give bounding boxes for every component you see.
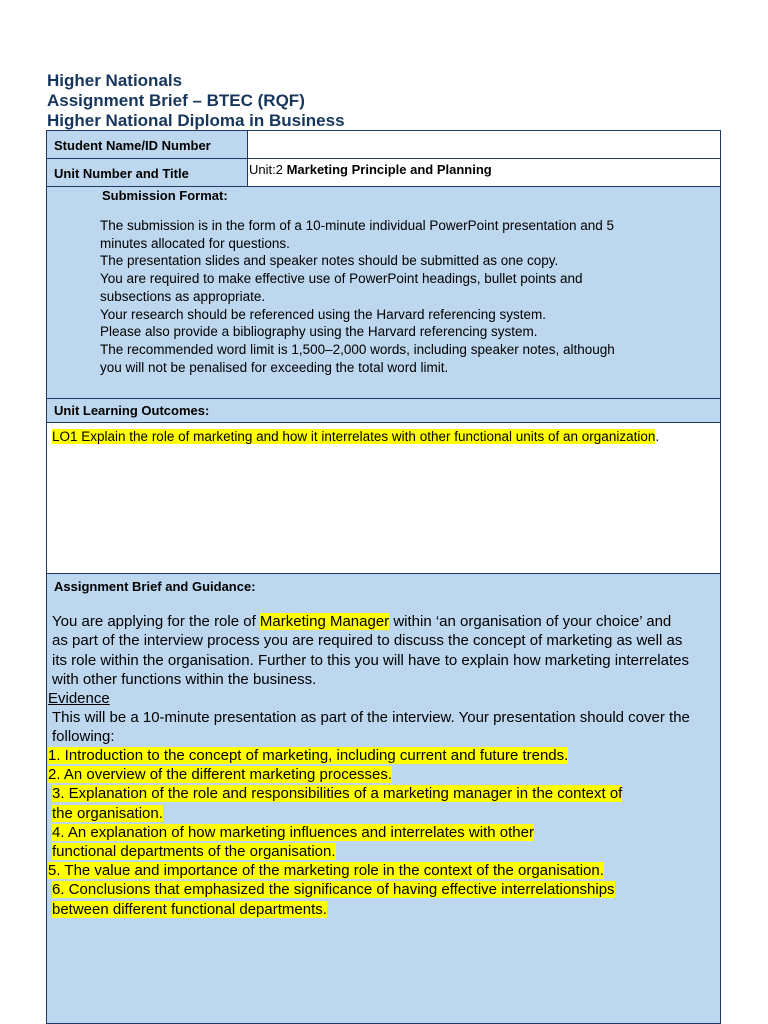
submission-line: The presentation slides and speaker notes should be submitted as one copy.: [100, 253, 559, 269]
guidance-p1-after: within ‘an organisation of your choice’ and: [389, 613, 672, 630]
unit-title: Marketing Principle and Planning: [286, 162, 492, 177]
outcomes-title: Unit Learning Outcomes:: [54, 403, 210, 418]
submission-line: You are required to make effective use of PowerPoint headings, bullet points and: [100, 271, 583, 287]
list-item: functional departments of the organisation.: [52, 843, 336, 861]
guidance-line: with other functions within the business.: [52, 671, 317, 689]
submission-line: subsections as appropriate.: [100, 288, 266, 304]
evidence-line: following:: [52, 728, 115, 746]
submission-title: Submission Format:: [102, 188, 228, 203]
unit-value: [249, 159, 720, 186]
lo1-end: .: [655, 429, 660, 444]
lo1-text: [52, 429, 659, 444]
outcomes-header: [47, 399, 720, 423]
evidence-label: Evidence: [48, 690, 110, 707]
list-item: between different functional departments.: [52, 900, 327, 918]
submission-line: Your research should be referenced using the Harvard referencing system.: [100, 306, 546, 322]
guidance-p1-before: You are applying for the role of: [52, 613, 260, 630]
guidance-section: [47, 574, 720, 1023]
submission-text: [100, 217, 615, 376]
guidance-line: its role within the organisation. Further to this you will have to explain how marketing interrelates: [52, 651, 689, 669]
student-name-field[interactable]: [249, 131, 720, 158]
guidance-text: [52, 612, 689, 690]
header-line-2: Assignment Brief – BTEC (RQF): [47, 91, 305, 110]
list-item: 4. An explanation of how marketing influences and interrelates with other: [52, 823, 534, 841]
header-line-3: Higher National Diploma in Business: [47, 111, 345, 130]
document-header: [47, 71, 345, 131]
guidance-title: Assignment Brief and Guidance:: [54, 579, 256, 594]
list-item: 2. An overview of the different marketing processes.: [48, 766, 393, 784]
submission-line: The recommended word limit is 1,500–2,000 words, including speaker notes, although: [100, 341, 615, 357]
submission-line: minutes allocated for questions.: [100, 235, 290, 251]
student-label: Student Name/ID Number: [47, 131, 248, 158]
list-item: the organisation.: [52, 804, 163, 822]
guidance-line: as part of the interview process you are required to discuss the concept of marketing as well as: [52, 632, 683, 650]
list-item: 3. Explanation of the role and responsibilities of a marketing manager in the context of: [52, 785, 623, 803]
unit-label: Unit Number and Title: [47, 159, 248, 186]
list-item: 5. The value and importance of the marketing role in the context of the organisation.: [48, 862, 604, 880]
evidence-list: [48, 746, 622, 919]
lo1-highlight: LO1 Explain the role of marketing and how it interrelates with other functional units of an organization: [52, 429, 656, 444]
list-item: 1. Introduction to the concept of marketing, including current and future trends.: [48, 747, 569, 764]
submission-line: you will not be penalised for exceeding the total word limit.: [100, 359, 449, 375]
list-item: 6. Conclusions that emphasized the significance of having effective interrelationships: [52, 881, 615, 899]
outcomes-section: [47, 423, 720, 574]
marketing-manager-highlight: Marketing Manager: [259, 613, 390, 630]
submission-line: The submission is in the form of a 10-minute individual PowerPoint presentation and 5: [100, 218, 615, 233]
evidence-line: This will be a 10-minute presentation as part of the interview. Your presentation should cover the: [52, 709, 690, 726]
submission-section: [47, 187, 720, 399]
student-row: [47, 131, 720, 159]
unit-row: [47, 159, 720, 187]
submission-line: Please also provide a bibliography using the Harvard referencing system.: [100, 324, 538, 340]
assignment-table: [46, 130, 721, 1024]
unit-prefix: Unit:2: [249, 162, 283, 177]
header-line-1: Higher Nationals: [47, 71, 183, 90]
evidence-text: [52, 708, 690, 746]
